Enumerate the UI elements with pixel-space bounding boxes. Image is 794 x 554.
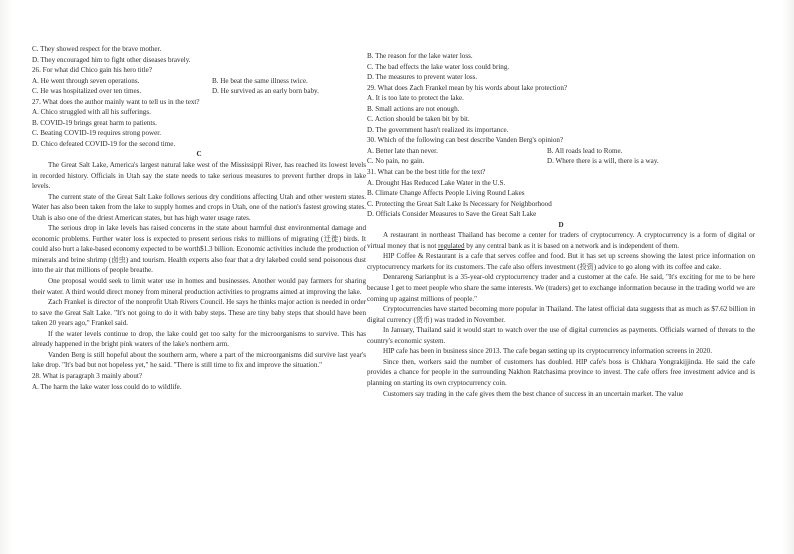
question-30-row-2 xyxy=(367,156,755,167)
question-31-stem: 31. What can be the best title for the text? xyxy=(367,168,486,177)
option-a: A. Chico struggled with all his sufferings. xyxy=(32,108,151,117)
passage-c-paragraph-7: Vanden Berg is still hopeful about the southern arm, where a part of the microorganisms did survive last year's lake drop. "It's bad but not hopeless yet," he said. "There is still time to fix and improve the situation." xyxy=(32,350,366,370)
option-a: A. It is too late to protect the lake. xyxy=(367,94,464,103)
option-d: D. He survived as an early born baby. xyxy=(212,87,319,96)
section-heading-c: C xyxy=(196,150,202,159)
option-a: A. The harm the lake water loss could do to wildlife. xyxy=(32,382,182,391)
passage-d xyxy=(367,230,755,399)
section-heading-d: D xyxy=(558,220,564,229)
question-30-row-1 xyxy=(367,146,755,157)
passage-c-paragraph-3: The serious drop in lake levels has raised concerns in the state about harmful dust environmental damage and economic problems. Further water loss is expected to present serious risks to millions of migrating (迁徙) birds. It could also hurt a lake-based economy expected to be worth$1.3 billion. Economic activities include the production of minerals and brine shrimp (卤虫) and tourism. Health experts also fear that a dry lakebed could send poisonous dust into the air that millions of people breathe. xyxy=(32,224,366,275)
question-29-stem: 29. What does Zach Frankel mean by his words about lake protection? xyxy=(367,83,568,92)
option-a: A. Drought Has Reduced Lake Water in the U.S. xyxy=(367,178,506,187)
passage-c xyxy=(32,160,366,371)
question-26-row-2 xyxy=(32,86,366,97)
option-c: C. The bad effects the lake water loss could bring. xyxy=(367,62,510,71)
passage-d-paragraph-3: Denrareng Sarianphut is a 35-year-old cryptocurrency trader and a customer at the cafe. He said, "It's exciting for me to be here because I get to meet people who share the same interests. We (traders) get to exchange information because in the trading world we are coming up against millions of people." xyxy=(367,273,755,303)
option-c: C. Protecting the Great Salt Lake Is Necessary for Neighborhood xyxy=(367,199,552,208)
option-d: D. Chico defeated COVID-19 for the second time. xyxy=(32,139,176,148)
passage-c-paragraph-2: The current state of the Great Salt Lake follows serious dry conditions affecting Utah and other western states. Water has also been taken from the lake to supply homes and crops in Utah, one of the nation's fastest growing states. Utah is also one of the driest American states, but has high water usage rates. xyxy=(32,192,366,222)
passage-c-paragraph-4: One proposal would seek to limit water use in homes and businesses. Another would pay farmers for sharing their water. A third would direct money from mineral production activities to programs aimed at improving the lake. xyxy=(32,277,366,296)
option-d: D. They encouraged him to fight other diseases bravely. xyxy=(32,55,191,64)
passage-d-paragraph-5: In January, Thailand said it would start to watch over the use of digital currencies as payments. Officials warned of threats to the country's economic system. xyxy=(367,326,755,345)
option-c: C. They showed respect for the brave mother. xyxy=(32,45,162,53)
option-d: D. The government hasn't realized its importance. xyxy=(367,125,509,134)
option-c: C. No pain, no gain. xyxy=(367,157,425,166)
option-d: D. Where there is a will, there is a way. xyxy=(547,157,659,166)
question-26-row-1 xyxy=(32,76,366,87)
passage-d-paragraph-7: Since then, workers said the number of customers has doubled. HIP cafe's boss is Chkhara Yongrakijjinda. He said the cafe provides a chance for people in the surrounding Nakhon Ratchasima province to invest. The cafe offers free investment advice and is planning on starting its own cryptocurrency coin. xyxy=(367,357,755,387)
option-d: D. The measures to prevent water loss. xyxy=(367,73,478,82)
option-b: B. He beat the same illness twice. xyxy=(212,76,308,85)
passage-d-paragraph-2: HIP Coffee & Restaurant is a cafe that serves coffee and food. But it has set up screens showing the latest price information on cryptocurrency markets for its customers. The cafe also offers investment (投资) advice to go along with its coffee and cake. xyxy=(367,252,755,271)
question-27-stem: 27. What does the author mainly want to tell us in the text? xyxy=(32,97,200,106)
passage-d-paragraph-1 xyxy=(367,230,755,251)
passage-c-paragraph-6: If the water levels continue to drop, the lake could get too salty for the microorganisms to survive. This has already happened in the bright pink waters of the lake's northern arm. xyxy=(32,329,366,349)
option-c: C. Beating COVID-19 requires strong power. xyxy=(32,129,162,138)
passage-d-paragraph-8: Customers say trading in the cafe gives them the best chance of success in an uncertain market. The value xyxy=(383,389,684,398)
question-26-stem: 26. For what did Chico gain his hero title? xyxy=(32,66,152,75)
passage-c-paragraph-5: Zach Frankel is director of the nonprofit Utah Rivers Council. He says he thinks major action is needed in order to save the Great Salt Lake. "It's not going to do it with baby steps. These are tiny baby steps that should have been taken 20 years ago," Frankel said. xyxy=(32,298,366,328)
passage-d-paragraph-4: Cryptocurrencies have started becoming more popular in Thailand. The latest official data suggests that as much as $7.62 billion in digital currency (货币) was traded in November. xyxy=(367,305,755,324)
option-b: B. Climate Change Affects People Living Round Lakes xyxy=(367,189,525,198)
left-column xyxy=(32,44,366,392)
passage-d-text: A restaurant in northeast Thailand has become a center for traders of cryptocurrency. A cryptocurrency is a form of digital or virtual money that is not xyxy=(367,231,755,250)
right-column xyxy=(367,51,755,399)
option-b: B. The reason for the lake water loss. xyxy=(367,52,473,60)
option-a: A. He went through seven operations. xyxy=(32,76,140,85)
underlined-word: regulated xyxy=(438,241,465,250)
passage-d-text: by any central bank as it is based on a network and is independent of them. xyxy=(464,241,680,250)
question-28-stem: 28. What is paragraph 3 mainly about? xyxy=(32,371,142,380)
option-d: D. Officials Consider Measures to Save the Great Salt Lake xyxy=(367,210,537,219)
option-b: B. COVID-19 brings great harm to patients. xyxy=(32,118,157,127)
question-30-stem: 30. Which of the following can best describe Vanden Berg's opinion? xyxy=(367,136,564,145)
passage-c-paragraph-1: The Great Salt Lake, America's largest natural lake west of the Mississippi River, has reached its lowest levels in recorded history. Officials in Utah say the state needs to take serious measures to prevent further drops in lake levels. xyxy=(32,161,366,191)
option-b: B. All roads lead to Rome. xyxy=(547,146,623,155)
option-c: C. He was hospitalized over ten times. xyxy=(32,87,142,96)
passage-d-paragraph-6: HIP cafe has been in business since 2013. The cafe began setting up its cryptocurrency information screens in 2020. xyxy=(383,347,712,356)
option-c: C. Action should be taken bit by bit. xyxy=(367,115,470,124)
option-b: B. Small actions are not enough. xyxy=(367,104,460,113)
option-a: A. Better late than never. xyxy=(367,146,438,155)
